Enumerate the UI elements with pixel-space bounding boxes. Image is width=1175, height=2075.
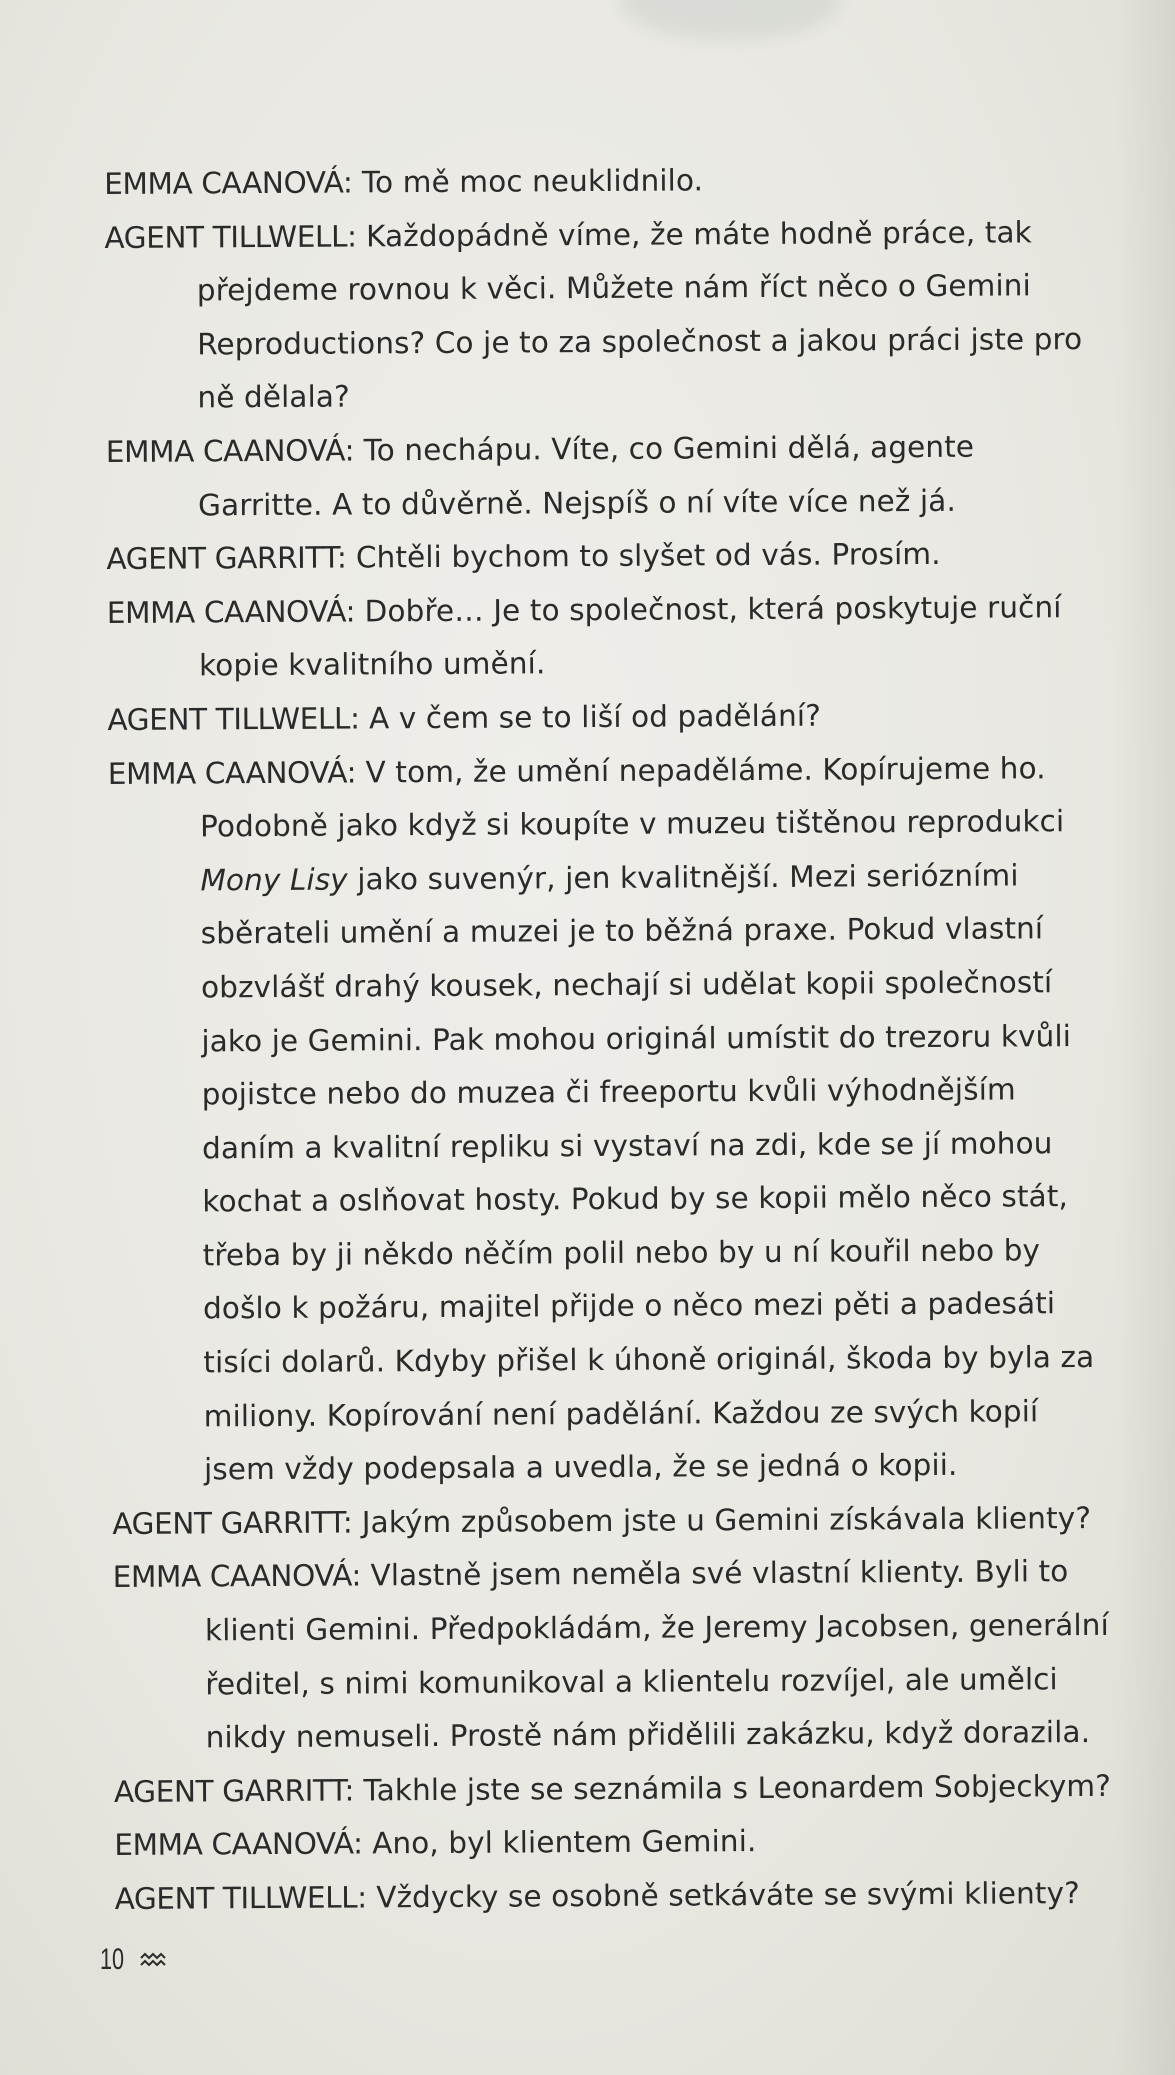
dialogue-line: Vždycky se osobně setkáváte se svými klienty? — [376, 1876, 1080, 1915]
speaker-name: EMMA CAANOVÁ: — [107, 755, 357, 791]
dialogue-entry — [107, 688, 1107, 748]
dialogue-line: Chtěli bychom to slyšet od vás. Prosím. — [355, 537, 941, 575]
dialogue-entry — [106, 420, 1107, 533]
speaker-name: EMMA CAANOVÁ: — [105, 433, 355, 469]
artwork-title: Mony Lisy — [200, 862, 348, 898]
dialogue-entry — [114, 1813, 1114, 1873]
speaker-name: EMMA CAANOVÁ: — [114, 1826, 363, 1863]
speaker-name: AGENT GARRITT: — [112, 1505, 353, 1541]
page-footer — [100, 1943, 166, 1977]
dialogue-text — [104, 152, 1115, 1927]
dialogue-line: V tom, že umění nepaděláme. Kopírujeme ho. Podobně jako když si koupíte v muzeu tištěnou reprodukci — [199, 750, 1065, 844]
dialogue-entry — [114, 1760, 1114, 1820]
dialogue-entry — [112, 1492, 1112, 1552]
dialogue-line: Vlastně jsem neměla své vlastní klienty. Byli to klienti Gemini. Předpokládám, že Jeremy Jacobsen, generální ředitel, s nimi komunikoval a klientelu rozvíjel, ale umělci nikdy nemuseli. Prostě nám přidělili zakázku, když dorazila. — [204, 1554, 1109, 1755]
page-number: 10 — [100, 1943, 125, 1976]
speaker-name: AGENT TILLWELL: — [107, 701, 360, 737]
dialogue-line: Dobře… Je to společnost, která poskytuje ruční kopie kvalitního umění. — [198, 589, 1062, 683]
dialogue-entry — [104, 152, 1104, 212]
dialogue-line-continued: jako suvenýr, jen kvalitnější. Mezi seriózními sběrateli umění a muzei je to běžná praxe. Pokud vlastní obzvlášť drahý kousek, nechají si udělat kopii společností jako je Gemini. Pak mohou originál umístit do trezoru kvůli pojistce nebo do muzea či freeportu kvůli výhodnějším daním a kvalitní repliku si vystaví na zdi, kde se jí mohou kochat a oslňovat hosty. Pokud by se kopii mělo něco stát, třeba by ji někdo něčím polil nebo by u ní kouřil nebo by došlo k požáru, majitel přijde o něco mezi pěti a padesáti tisíci dolarů. Kdyby přišel k úhoně originál, škoda by byla za miliony. Kopírování není padělání. Každou ze svých kopií jsem vždy podepsala a uvedla, že se jedná o kopii. — [200, 858, 1095, 1487]
dialogue-line: Takhle jste se seznámila s Leonardem Sobjeckym? — [363, 1768, 1112, 1808]
speaker-name: EMMA CAANOVÁ: — [112, 1558, 362, 1595]
dialogue-line: To mě moc neuklidnilo. — [361, 163, 704, 200]
dialogue-entry — [107, 581, 1108, 694]
dialogue-entry — [113, 1545, 1114, 1765]
dialogue-line: To nechápu. Víte, co Gemini dělá, agente Garritte. A to důvěrně. Nejspíš o ní víte více než já. — [198, 429, 975, 522]
speaker-name: AGENT TILLWELL: — [104, 219, 357, 255]
dialogue-entry — [108, 741, 1113, 1497]
dialogue-line: Ano, byl klientem Gemini. — [372, 1824, 757, 1861]
speaker-name: EMMA CAANOVÁ: — [106, 594, 356, 630]
dialogue-line: Jakým způsobem jste u Gemini získávala klienty? — [361, 1500, 1092, 1540]
dialogue-entry — [114, 1867, 1114, 1927]
dialogue-line: A v čem se to liší od padělání? — [368, 698, 822, 736]
aquarius-wave-icon — [140, 1952, 166, 1968]
speaker-name: AGENT GARRITT: — [113, 1773, 355, 1809]
dialogue-entry — [104, 205, 1105, 425]
dialogue-entry — [106, 527, 1106, 587]
speaker-name: AGENT TILLWELL: — [114, 1880, 367, 1916]
dialogue-line: Každopádně víme, že máte hodně práce, tak přejdeme rovnou k věci. Můžete nám říct něco o Gemini Reproductions? Co je to za společnost a jakou práci jste pro ně dělala? — [196, 214, 1083, 415]
speaker-name: AGENT GARRITT: — [106, 540, 347, 577]
speaker-name: EMMA CAANOVÁ: — [104, 165, 353, 201]
